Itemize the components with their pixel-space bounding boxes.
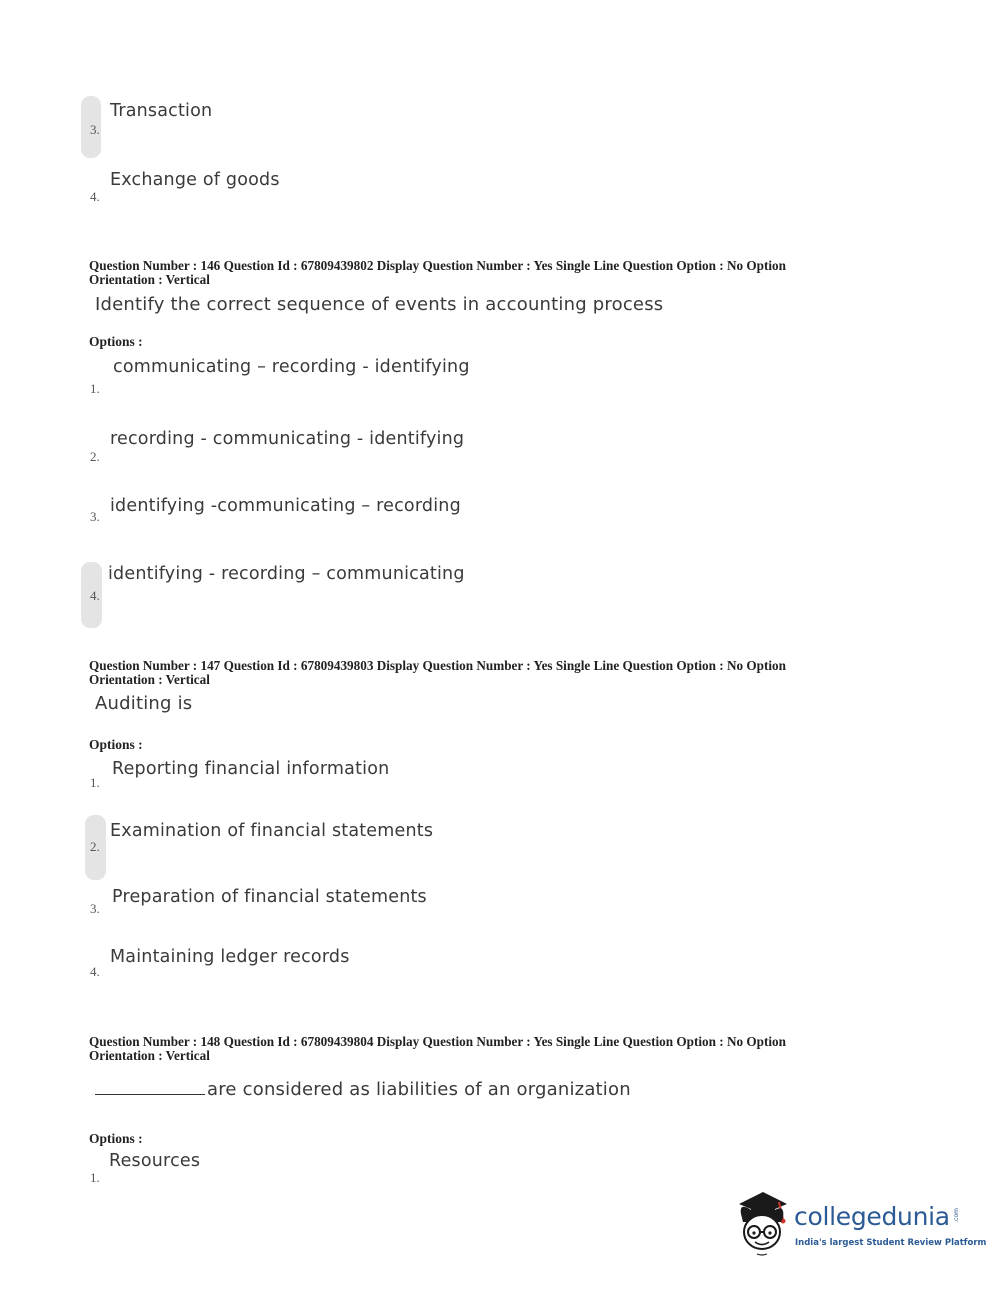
option-text: Transaction xyxy=(110,101,213,121)
option-text: communicating – recording - identifying xyxy=(113,357,470,377)
option-text: Examination of financial statements xyxy=(110,821,434,841)
question-meta-line1: Question Number : 146 Question Id : 67809439802 Display Question Number : Yes Single Line Question Option : No Option xyxy=(89,258,786,273)
question-row xyxy=(95,1079,631,1100)
question-text: are considered as liabilities of an organization xyxy=(207,1079,631,1100)
question-meta xyxy=(89,1035,889,1063)
collegedunia-logo xyxy=(733,1188,987,1260)
option-text: recording - communicating - identifying xyxy=(110,429,465,449)
brand-name: collegedunia xyxy=(794,1202,950,1231)
option-number: 2. xyxy=(90,449,100,464)
options-label: Options : xyxy=(89,334,143,349)
question-meta xyxy=(89,259,889,287)
option-text: Resources xyxy=(109,1151,201,1171)
question-meta-line1: Question Number : 148 Question Id : 67809439804 Display Question Number : Yes Single Line Question Option : No Option xyxy=(89,1034,786,1049)
brand-tagline: India's largest Student Review Platform xyxy=(795,1238,987,1248)
option-number: 4. xyxy=(90,964,100,979)
question-meta-line2: Orientation : Vertical xyxy=(89,1048,210,1063)
option-text: Reporting financial information xyxy=(112,759,390,779)
option-number: 3. xyxy=(90,122,100,137)
mascot-icon xyxy=(733,1188,793,1258)
question-text: Identify the correct sequence of events in accounting process xyxy=(95,294,664,315)
brand-suffix: .com xyxy=(953,1208,960,1223)
question-meta xyxy=(89,659,889,687)
option-text: identifying -communicating – recording xyxy=(110,496,461,516)
option-number: 4. xyxy=(90,588,100,603)
option-number: 3. xyxy=(90,509,100,524)
question-meta-line2: Orientation : Vertical xyxy=(89,672,210,687)
option-number: 1. xyxy=(90,1170,100,1185)
options-label: Options : xyxy=(89,1131,143,1146)
option-number: 1. xyxy=(90,775,100,790)
question-meta-line2: Orientation : Vertical xyxy=(89,272,210,287)
options-label: Options : xyxy=(89,737,143,752)
option-text: Exchange of goods xyxy=(110,170,280,190)
option-number: 4. xyxy=(90,189,100,204)
option-text: identifying - recording – communicating xyxy=(108,564,465,584)
option-number: 1. xyxy=(90,381,100,396)
option-text: Preparation of financial statements xyxy=(112,887,427,907)
question-text: Auditing is xyxy=(95,693,193,714)
option-number: 3. xyxy=(90,901,100,916)
option-number: 2. xyxy=(90,839,100,854)
question-meta-line1: Question Number : 147 Question Id : 67809439803 Display Question Number : Yes Single Line Question Option : No Option xyxy=(89,658,786,673)
fill-in-blank xyxy=(95,1080,205,1095)
option-text: Maintaining ledger records xyxy=(110,947,350,967)
